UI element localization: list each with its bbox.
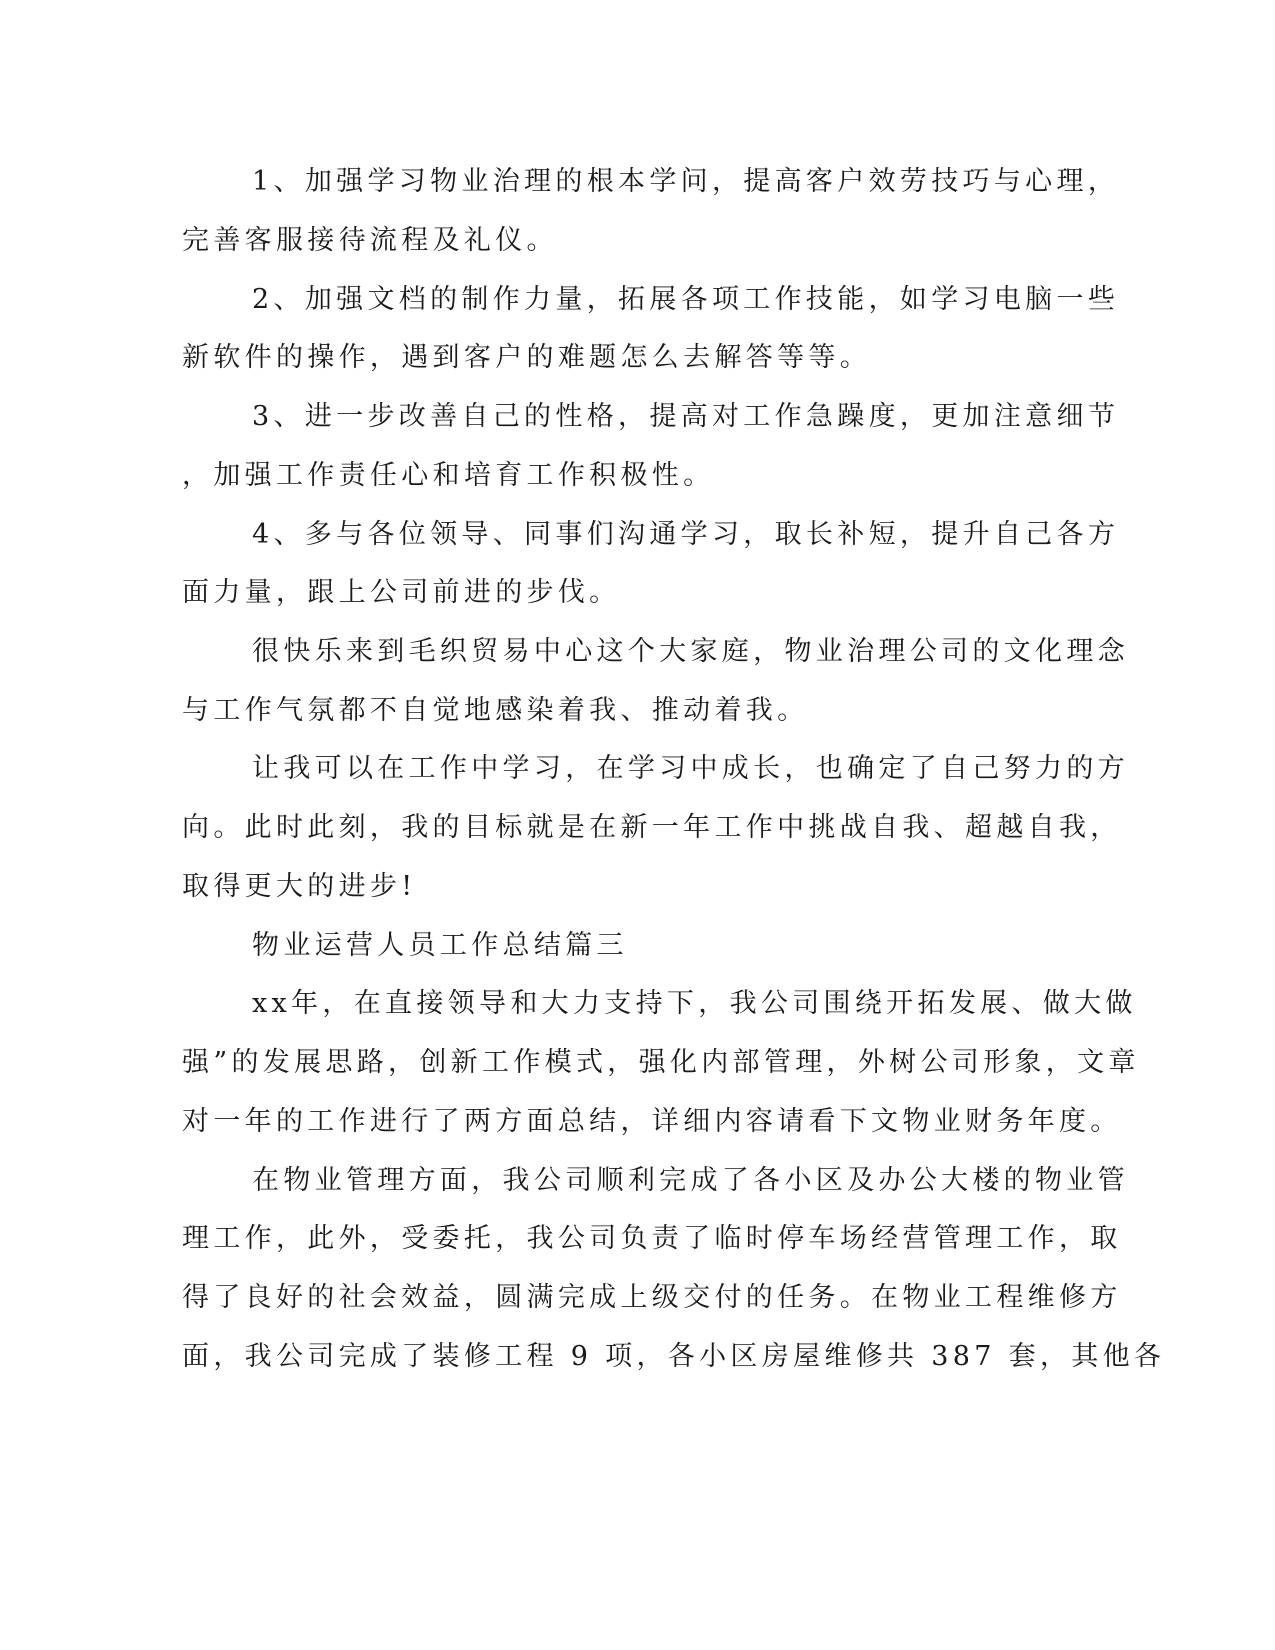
paragraph-line: 对一年的工作进行了两方面总结，详细内容请看下文物业财务年度。 bbox=[182, 1106, 1122, 1137]
section-heading: 物业运营人员工作总结篇三 bbox=[252, 930, 628, 961]
paragraph-line: 很快乐来到毛织贸易中心这个大家庭，物业治理公司的文化理念 bbox=[252, 636, 1129, 667]
paragraph-line: 新软件的操作，遇到客户的难题怎么去解答等等。 bbox=[182, 342, 872, 373]
paragraph-line: 2、加强文档的制作力量，拓展各项工作技能，如学习电脑一些 bbox=[252, 284, 1120, 315]
paragraph-line: 在物业管理方面，我公司顺利完成了各小区及办公大楼的物业管 bbox=[252, 1165, 1129, 1196]
paragraph-line: 让我可以在工作中学习，在学习中成长，也确定了自己努力的方 bbox=[252, 753, 1129, 784]
paragraph-line: 理工作，此外，受委托，我公司负责了临时停车场经营管理工作，取 bbox=[182, 1223, 1122, 1254]
paragraph-line: 面，我公司完成了装修工程 9 项，各小区房屋维修共 387 套，其他各 bbox=[182, 1341, 1166, 1372]
paragraph-line: 向。此时此刻，我的目标就是在新一年工作中挑战自我、超越自我， bbox=[182, 812, 1122, 843]
paragraph-line: 得了良好的社会效益，圆满完成上级交付的任务。在物业工程维修方 bbox=[182, 1282, 1122, 1313]
paragraph-line: 1、加强学习物业治理的根本学问，提高客户效劳技巧与心理， bbox=[252, 166, 1120, 197]
paragraph-line: 与工作气氛都不自觉地感染着我、推动着我。 bbox=[182, 695, 809, 726]
paragraph-line: ，加强工作责任心和培育工作积极性。 bbox=[182, 460, 715, 491]
paragraph-line: 3、进一步改善自己的性格，提高对工作急躁度，更加注意细节 bbox=[252, 401, 1120, 432]
paragraph-line: 4、多与各位领导、同事们沟通学习，取长补短，提升自己各方 bbox=[252, 519, 1120, 550]
paragraph-line: 强”的发展思路，创新工作模式，强化内部管理，外树公司形象，文章 bbox=[182, 1047, 1140, 1078]
paragraph-line: 取得更大的进步! bbox=[182, 871, 417, 902]
paragraph-line: xx年，在直接领导和大力支持下，我公司围绕开拓发展、做大做 bbox=[252, 988, 1137, 1019]
paragraph-line: 完善客服接待流程及礼仪。 bbox=[182, 225, 558, 256]
paragraph-line: 面力量，跟上公司前进的步伐。 bbox=[182, 577, 621, 608]
